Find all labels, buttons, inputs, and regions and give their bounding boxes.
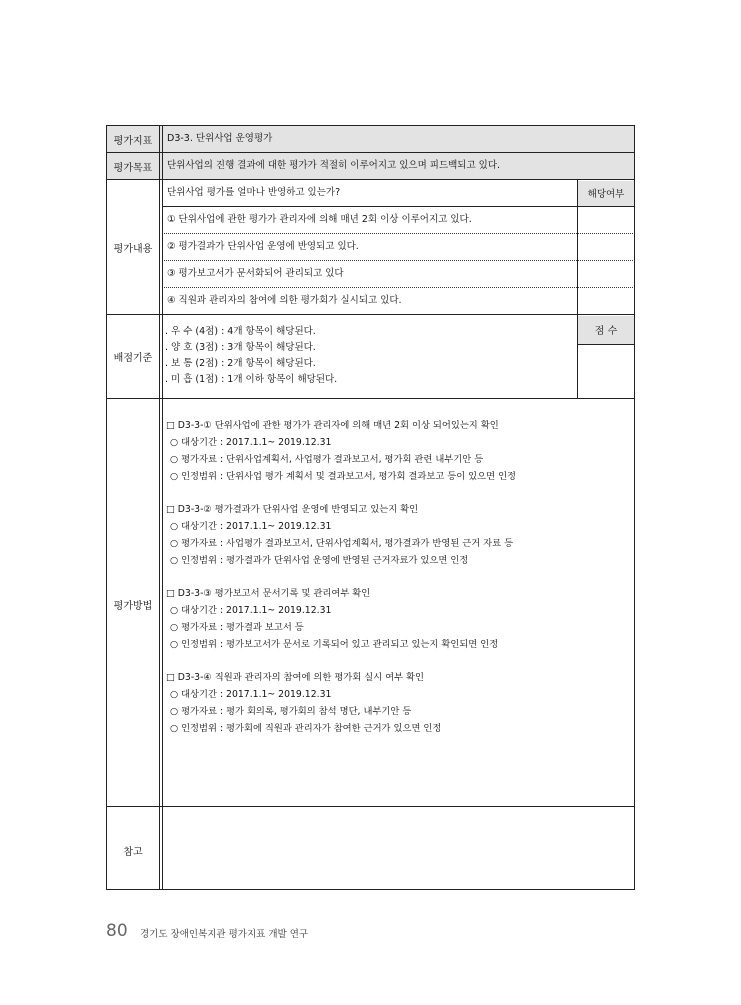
method-group-title: □ D3-3-① 단위사업에 관한 평가가 관리자에 의해 매년 2회 이상 되어있는지 확인 — [166, 420, 499, 431]
applicable-header: 해당여부 — [587, 189, 625, 200]
method-line: ○ 평가자료 : 단위사업계획서, 사업평가 결과보고서, 평가회 관련 내부기안 등 — [170, 454, 484, 465]
method-line: ○ 대상기간 : 2017.1.1~ 2019.12.31 — [170, 689, 332, 700]
method-line: ○ 평가자료 : 평가 회의록, 평가회의 참석 명단, 내부기안 등 — [170, 706, 412, 717]
method-group-title: □ D3-3-② 평가결과가 단위사업 운영에 반영되고 있는지 확인 — [166, 504, 419, 515]
method-group-title: □ D3-3-③ 평가보고서 문서기록 및 관리여부 확인 — [166, 588, 371, 599]
score-header: 점 수 — [594, 326, 618, 337]
goal-header: 평가목표 — [113, 163, 153, 174]
method-line: ○ 인정범위 : 평가결과가 단위사업 운영에 반영된 근거자료가 있으면 인정 — [170, 555, 469, 566]
page-number: 80 — [106, 921, 128, 941]
content-item: ③ 평가보고서가 문서화되어 관리되고 있다 — [167, 268, 344, 279]
method-header: 평가방법 — [113, 601, 153, 612]
goal-value: 단위사업의 진행 결과에 대한 평가가 적절히 이루어지고 있으며 피드백되고 있다. — [167, 160, 501, 171]
indicator-header: 평가지표 — [113, 136, 153, 147]
scoring-line: . 우 수 (4점) : 4개 항목이 해당된다. — [165, 326, 316, 337]
scoring-line: . 양 호 (3점) : 3개 항목이 해당된다. — [165, 342, 316, 353]
method-line: ○ 인정범위 : 단위사업 평가 계획서 및 결과보고서, 평가회 결과보고 등이 있으면 인정 — [170, 471, 517, 482]
method-line: ○ 평가자료 : 사업평가 결과보고서, 단위사업계획서, 평가결과가 반영된 근거 자료 등 — [170, 538, 514, 549]
method-line: ○ 대상기간 : 2017.1.1~ 2019.12.31 — [170, 437, 332, 448]
footer-title: 경기도 장애인복지관 평가지표 개발 연구 — [140, 929, 309, 940]
content-question: 단위사업 평가를 얼마나 반영하고 있는가? — [167, 187, 341, 198]
indicator-value: D3-3. 단위사업 운영평가 — [167, 133, 273, 144]
scoring-header: 배점기준 — [113, 353, 153, 364]
method-line: ○ 인정범위 : 평가보고서가 문서로 기록되어 있고 관리되고 있는지 확인되면 인정 — [170, 639, 499, 650]
method-line: ○ 평가자료 : 평가결과 보고서 등 — [170, 622, 304, 633]
method-group-title: □ D3-3-④ 직원과 관리자의 참여에 의한 평가회 실시 여부 확인 — [166, 672, 425, 683]
method-line: ○ 대상기간 : 2017.1.1~ 2019.12.31 — [170, 605, 332, 616]
content-header: 평가내용 — [113, 244, 153, 255]
note-header: 참고 — [123, 847, 143, 858]
method-line: ○ 대상기간 : 2017.1.1~ 2019.12.31 — [170, 521, 332, 532]
content-item: ② 평가결과가 단위사업 운영에 반영되고 있다. — [167, 241, 359, 252]
scoring-line: . 미 흡 (1점) : 1개 이하 항목이 해당된다. — [165, 374, 338, 385]
scoring-line: . 보 통 (2점) : 2개 항목이 해당된다. — [165, 358, 316, 369]
content-item: ④ 직원과 관리자의 참여에 의한 평가회가 실시되고 있다. — [167, 295, 402, 306]
content-item: ① 단위사업에 관한 평가가 관리자에 의해 매년 2회 이상 이루어지고 있다. — [167, 214, 472, 225]
method-line: ○ 인정범위 : 평가회에 직원과 관리자가 참여한 근거가 있으면 인정 — [170, 723, 442, 734]
